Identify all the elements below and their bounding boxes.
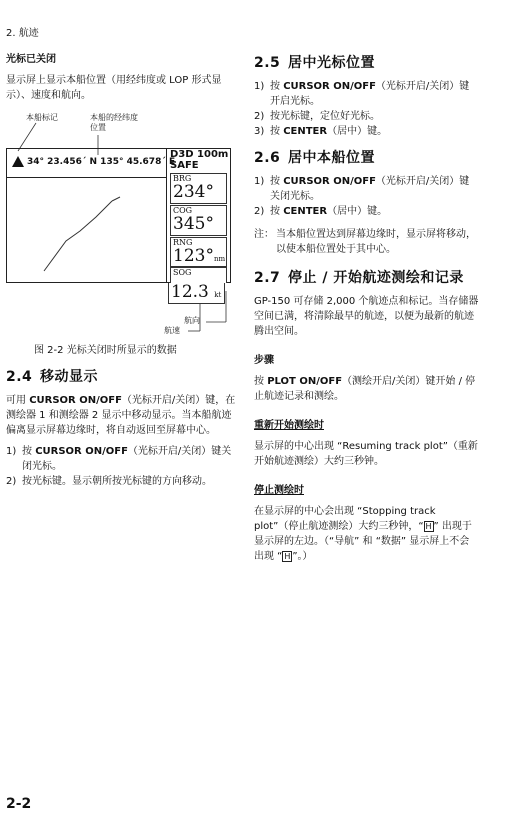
key-name: CURSOR ON/OFF bbox=[29, 395, 122, 406]
cog-value: 345° bbox=[173, 214, 214, 234]
section-2-7-intro: GP-150 可存储 2,000 个航迹点和标记。当存储器空间已满，将清除最早的航迹，以便为最新的航迹腾出空间。 bbox=[254, 296, 479, 337]
sog-unit: kt bbox=[214, 291, 222, 299]
steps-title: 步骤 bbox=[254, 355, 274, 366]
section-number: 2.4 bbox=[6, 369, 33, 385]
section-2-6-note: 注： 当本船位置达到屏幕边缘时，显示屏将移动，以使本船位置处于其中心。 bbox=[254, 229, 476, 255]
rng-value: 123° bbox=[173, 246, 214, 266]
section-number: 2.6 bbox=[254, 150, 281, 166]
page-number: 2-2 bbox=[6, 796, 32, 812]
step: 1) 按 CURSOR ON/OFF（光标开启/关闭）键关闭光标。 bbox=[254, 176, 470, 202]
section-2-6-heading bbox=[254, 151, 479, 166]
callout-own-ship: 本船标记 bbox=[26, 113, 58, 122]
own-ship-icon bbox=[12, 156, 24, 167]
sog-cell bbox=[170, 267, 227, 283]
section-2-4 bbox=[6, 370, 238, 497]
right-column bbox=[254, 56, 479, 570]
cog-cell bbox=[170, 205, 227, 236]
section-2-4-body: 可用 CURSOR ON/OFF（光标开启/关闭）键，在测绘器 1 和测绘器 2 显示中移动显示。当本船航迹偏离显示屏幕边缘时，将自动返回至屏幕中心。 bbox=[6, 395, 236, 436]
callout-position-line1: 本船的经纬度 bbox=[90, 113, 138, 122]
step: 2) 按光标键。显示朝所按光标键的方向移动。 bbox=[6, 476, 212, 487]
rng-unit: nm bbox=[213, 255, 226, 263]
sog-value: 12.3 bbox=[171, 282, 209, 302]
brg-value: 234° bbox=[173, 182, 214, 202]
section-2-7-heading bbox=[254, 271, 479, 286]
h-marker-icon: H bbox=[284, 552, 291, 561]
step: 1) 按 CURSOR ON/OFF（光标开启/关闭）键开启光标。 bbox=[254, 81, 470, 107]
section-number: 2.5 bbox=[254, 55, 281, 71]
callout-course: 航向 bbox=[184, 316, 200, 325]
section-title: 停止 / 开始航迹测绘和记录 bbox=[288, 270, 464, 286]
section-title: 居中光标位置 bbox=[288, 55, 375, 71]
section-title: 移动显示 bbox=[40, 369, 98, 385]
mode-line1: D3D 100m bbox=[170, 149, 229, 160]
mode-readout bbox=[170, 149, 228, 171]
callout-speed: 航速 bbox=[164, 326, 180, 335]
restart-body: 显示屏的中心出现 “Resuming track plot”（重新开始航迹测绘）大约三秒钟。 bbox=[254, 441, 478, 467]
left-column bbox=[6, 52, 238, 109]
section-2-6-steps bbox=[254, 174, 479, 219]
section-2-4-heading bbox=[6, 370, 238, 385]
rng-cell bbox=[170, 237, 227, 267]
callout-position-line2: 位置 bbox=[90, 123, 106, 132]
cursor-off-body: 显示屏上显示本船位置（用经纬度或 LOP 形式显示）、速度和航向。 bbox=[6, 75, 222, 101]
step: 1) 按 CURSOR ON/OFF（光标开启/关闭）键关闭光标。 bbox=[6, 446, 232, 472]
restart-title: 重新开始测绘时 bbox=[254, 420, 324, 431]
h-marker-icon: H bbox=[425, 522, 432, 531]
section-title: 居中本船位置 bbox=[288, 150, 375, 166]
section-2-4-steps bbox=[6, 444, 238, 489]
chapter-header: 2. 航迹 bbox=[6, 28, 39, 39]
stop-body: 在显示屏的中心会出现 “Stopping track plot”（停止航迹测绘）大约三秒钟，“ H ” 出现于显示屏的左边。（“导航” 和 “数据” 显示屏上不会出现 “ H ”。） bbox=[254, 506, 472, 562]
position-bar bbox=[7, 149, 176, 178]
plotter-screen bbox=[6, 148, 231, 283]
step: 2) 按光标键，定位好光标。 bbox=[254, 111, 380, 122]
sog-value-cell bbox=[168, 283, 225, 304]
brg-label: BRG bbox=[173, 174, 192, 183]
figure-caption: 图 2-2 光标关闭时所显示的数据 bbox=[34, 345, 177, 356]
brg-cell bbox=[170, 173, 227, 204]
cursor-off-title: 光标已关闭 bbox=[6, 54, 56, 65]
cog-label: COG bbox=[173, 206, 193, 215]
data-panel bbox=[166, 149, 231, 282]
section-2-5-heading bbox=[254, 56, 479, 71]
figure-2-2 bbox=[6, 113, 238, 363]
mode-line2: SAFE bbox=[170, 160, 199, 171]
step: 3) 按 CENTER（居中）键。 bbox=[254, 126, 388, 137]
step: 2) 按 CENTER（居中）键。 bbox=[254, 206, 388, 217]
position-readout: 34° 23.456´ N 135° 45.678´ E bbox=[27, 157, 176, 167]
plot-step: 按 PLOT ON/OFF（测绘开启/关闭）键开始 / 停止航迹记录和测绘。 bbox=[254, 376, 476, 402]
section-number: 2.7 bbox=[254, 270, 281, 286]
sog-label: SOG bbox=[173, 268, 192, 277]
stop-title: 停止测绘时 bbox=[254, 485, 304, 496]
rng-label: RNG bbox=[173, 238, 193, 247]
section-2-5-steps bbox=[254, 79, 479, 139]
